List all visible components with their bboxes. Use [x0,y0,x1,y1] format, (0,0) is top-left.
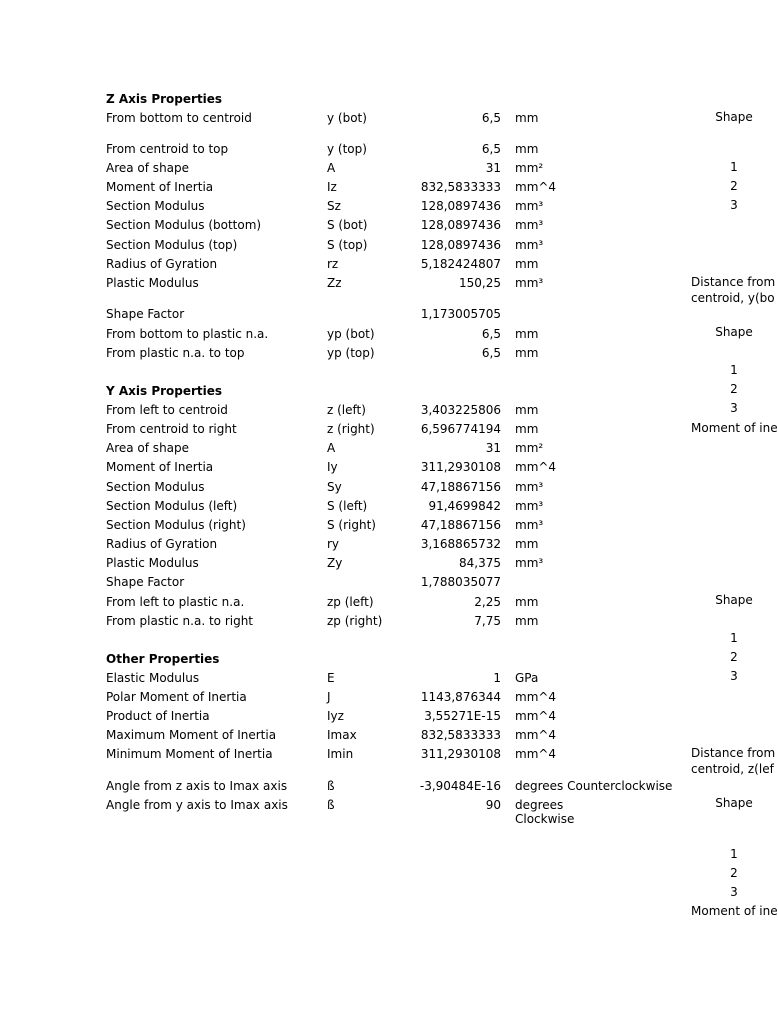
table-row [0,305,768,323]
property-label: Angle from y axis to Imax axis [106,798,288,812]
property-unit: degrees [515,798,564,812]
table-row [0,497,768,515]
shape-number: 3 [730,885,738,899]
property-symbol: A [327,161,336,175]
property-label: Elastic Modulus [106,671,200,685]
property-label: Area of shape [106,161,190,175]
property-value: 3,403225806 [420,403,501,417]
property-symbol: zp (left) [327,595,374,609]
property-value: 6,5 [481,142,501,156]
property-symbol: Iyz [327,709,344,723]
property-unit: mm³ [515,556,544,570]
property-label: From left to plastic n.a. [106,595,245,609]
property-unit: GPa [515,671,539,685]
property-symbol: E [327,671,335,685]
property-symbol: ry [327,537,340,551]
property-value: 128,0897436 [420,218,501,232]
property-value: 31 [485,161,501,175]
property-symbol: Imax [327,728,357,742]
shape-number: 1 [730,160,738,174]
table-row [0,458,768,476]
property-label: Maximum Moment of Inertia [106,728,277,742]
property-unit: mm³ [515,499,544,513]
shape-number: 3 [730,401,738,415]
property-symbol: Zy [327,556,343,570]
shape-header: Shape [715,325,753,339]
property-value: 3,168865732 [420,537,501,551]
table-row [0,516,768,534]
property-symbol: Iz [327,180,337,194]
y-axis-heading: Y Axis Properties [106,384,223,398]
property-unit: mm³ [515,218,544,232]
shape-number: 2 [730,382,738,396]
property-unit: mm [515,142,539,156]
property-unit: mm^4 [515,180,557,194]
property-label: Radius of Gyration [106,257,218,271]
table-row [0,707,768,725]
table-row [0,688,768,706]
property-label: Section Modulus [106,480,205,494]
z-axis-heading: Z Axis Properties [106,92,223,106]
property-value: 311,2930108 [420,460,501,474]
shape-number: 2 [730,650,738,664]
property-label: Minimum Moment of Inertia [106,747,273,761]
table-row [0,197,768,215]
property-value: 47,18867156 [420,480,501,494]
property-symbol: S (left) [327,499,368,513]
table-row [0,325,768,343]
table-row [0,478,768,496]
property-symbol: y (bot) [327,111,367,125]
table-row [0,216,768,234]
property-value: 6,596774194 [420,422,501,436]
property-unit: mm² [515,441,544,455]
property-unit: mm [515,257,539,271]
property-symbol: y (top) [327,142,367,156]
property-unit: degrees Counterclockwise [515,779,673,793]
property-symbol: Zz [327,276,342,290]
property-label: From bottom to centroid [106,111,252,125]
property-label: Section Modulus [106,199,205,213]
property-value: 90 [485,798,501,812]
distance-label: centroid, y(bo [691,291,775,305]
property-label: Shape Factor [106,575,185,589]
table-row [0,669,768,687]
property-value: 128,0897436 [420,199,501,213]
other-properties-heading: Other Properties [106,652,220,666]
property-value: 6,5 [481,327,501,341]
moment-of-inertia-label: Moment of ine [691,904,778,918]
property-value: 150,25 [459,276,501,290]
table-row [0,726,768,744]
property-unit-continued: Clockwise [515,812,575,826]
property-label: Section Modulus (bottom) [106,218,262,232]
property-value: 1 [493,671,501,685]
property-value: 1,788035077 [420,575,501,589]
distance-label: centroid, z(lef [691,762,774,776]
property-label: Plastic Modulus [106,276,199,290]
table-row [0,612,768,630]
property-value: 31 [485,441,501,455]
shape-number: 1 [730,363,738,377]
property-value: 7,75 [474,614,501,628]
distance-label: Distance from [691,275,776,289]
table-row [0,109,768,127]
property-label: Section Modulus (left) [106,499,238,513]
property-symbol: rz [327,257,339,271]
property-symbol: yp (top) [327,346,375,360]
property-symbol: A [327,441,336,455]
property-unit: mm^4 [515,709,557,723]
table-row [0,573,768,591]
property-label: Area of shape [106,441,190,455]
property-label: From left to centroid [106,403,228,417]
property-value: 84,375 [459,556,501,570]
property-unit: mm [515,537,539,551]
property-symbol: S (bot) [327,218,368,232]
property-label: Plastic Modulus [106,556,199,570]
property-label: Shape Factor [106,307,185,321]
shape-number: 3 [730,669,738,683]
property-value: 1143,876344 [420,690,501,704]
distance-label: Distance from [691,746,776,760]
shape-number: 2 [730,179,738,193]
table-row [0,796,768,826]
property-value: 1,173005705 [420,307,501,321]
property-value: 6,5 [481,346,501,360]
table-row [0,159,768,177]
moment-of-inertia-label: Moment of ine [691,421,778,435]
table-row [0,535,768,553]
table-row [0,344,768,362]
table-row [0,554,768,572]
table-row [0,255,768,273]
property-symbol: zp (right) [327,614,383,628]
property-label: Moment of Inertia [106,460,214,474]
property-unit: mm [515,327,539,341]
property-label: Polar Moment of Inertia [106,690,247,704]
property-unit: mm³ [515,238,544,252]
shape-header: Shape [715,796,753,810]
property-value: 6,5 [481,111,501,125]
property-symbol: ß [327,798,335,812]
property-label: Section Modulus (right) [106,518,246,532]
property-unit: mm^4 [515,747,557,761]
table-row [0,236,768,254]
shape-number: 3 [730,198,738,212]
table-row [0,439,768,457]
property-value: 311,2930108 [420,747,501,761]
property-unit: mm [515,614,539,628]
property-symbol: Iy [327,460,338,474]
property-label: Section Modulus (top) [106,238,238,252]
property-symbol: J [327,690,331,704]
shape-header: Shape [715,110,753,124]
property-unit: mm [515,111,539,125]
property-label: From bottom to plastic n.a. [106,327,269,341]
shape-number: 1 [730,631,738,645]
shape-number: 2 [730,866,738,880]
table-row [0,178,768,196]
table-row [0,777,768,795]
property-value: 47,18867156 [420,518,501,532]
property-value: 2,25 [474,595,501,609]
property-value: 832,5833333 [420,728,501,742]
property-label: Radius of Gyration [106,537,218,551]
property-value: 5,182424807 [420,257,501,271]
property-unit: mm [515,422,539,436]
table-row [0,745,768,763]
property-symbol: Sy [327,480,342,494]
shape-header: Shape [715,593,753,607]
property-unit: mm^4 [515,728,557,742]
table-row [0,420,768,438]
property-unit: mm³ [515,199,544,213]
property-unit: mm^4 [515,460,557,474]
property-label: Product of Inertia [106,709,210,723]
table-row [0,593,768,611]
property-unit: mm³ [515,276,544,290]
property-value: 3,55271E-15 [424,709,501,723]
property-symbol: z (left) [327,403,366,417]
shape-number: 1 [730,847,738,861]
property-unit: mm³ [515,518,544,532]
property-symbol: Imin [327,747,354,761]
property-label: From plastic n.a. to top [106,346,245,360]
property-value: -3,90484E-16 [419,779,501,793]
property-unit: mm² [515,161,544,175]
property-value: 128,0897436 [420,238,501,252]
property-label: From centroid to right [106,422,237,436]
property-value: 91,4699842 [428,499,501,513]
property-symbol: Sz [327,199,341,213]
property-symbol: z (right) [327,422,375,436]
property-symbol: S (right) [327,518,376,532]
property-unit: mm³ [515,480,544,494]
property-label: Angle from z axis to Imax axis [106,779,288,793]
property-label: Moment of Inertia [106,180,214,194]
property-label: From plastic n.a. to right [106,614,254,628]
table-row [0,140,768,158]
table-row [0,401,768,419]
property-unit: mm^4 [515,690,557,704]
property-label: From centroid to top [106,142,229,156]
property-value: 832,5833333 [420,180,501,194]
property-unit: mm [515,595,539,609]
table-row [0,274,768,292]
property-unit: mm [515,403,539,417]
property-symbol: yp (bot) [327,327,375,341]
property-symbol: ß [327,779,335,793]
property-unit: mm [515,346,539,360]
property-symbol: S (top) [327,238,368,252]
